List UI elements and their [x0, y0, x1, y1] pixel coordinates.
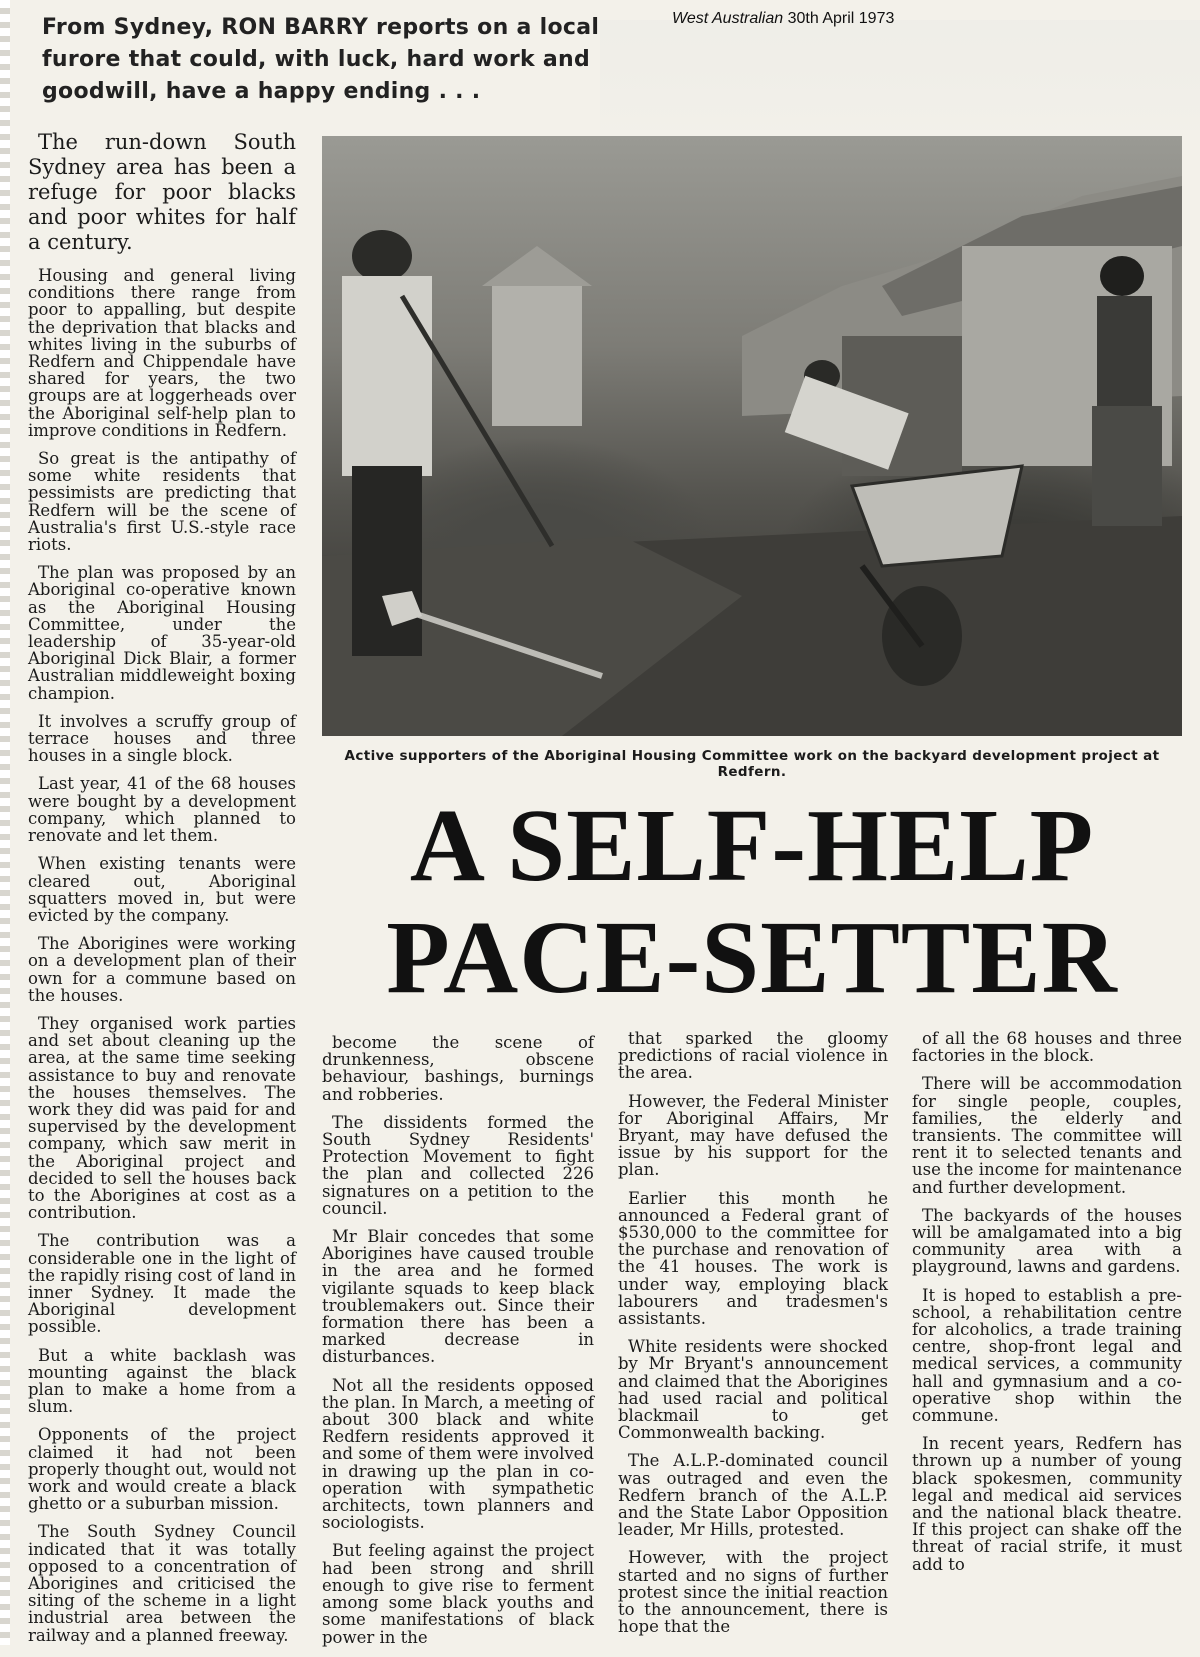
paragraph: The backyards of the houses will be amalgamated into a big community area with a playground, lawns and gardens. [912, 1205, 1182, 1277]
intro-standfirst: From Sydney, RON BARRY reports on a local furore that could, with luck, hard work and goodwill, have a happy ending . . . [42, 15, 600, 104]
paragraph: Not all the residents opposed the plan. In March, a meeting of about 300 black and white Redfern residents approved it and some of them were involved in drawing up the plan in co-operation with sympathetic architects, town planners and sociologists. [322, 1375, 594, 1533]
headline-line-1: A SELF-HELP [409, 788, 1095, 903]
photo-workers-backyard-icon [322, 136, 1182, 736]
article-column-1 [28, 130, 296, 1655]
paragraph: But a white backlash was mounting against the black plan to make a home from a slum. [28, 1345, 296, 1417]
paragraph: There will be accommodation for single people, couples, families, the elderly and transients. The committee will rent it to selected tenants and use the income for maintenance and further development. [912, 1074, 1182, 1197]
bleed-through-background [600, 20, 1200, 130]
paragraph: It is hoped to establish a pre-school, a rehabilitation centre for alcoholics, a trade training centre, shop-front legal and medical services, a community hall and gymnasium and a co-operative shop within the commune. [912, 1285, 1182, 1426]
paragraph: Earlier this month he announced a Federal grant of $530,000 to the committee for the purchase and renovation of the 41 houses. The work is under way, employing black labourers and tradesmen's assistants. [618, 1188, 888, 1329]
headline [322, 790, 1182, 1014]
source-publication: West Australian [672, 10, 784, 27]
torn-edge [0, 0, 10, 1645]
paragraph: The plan was proposed by an Aboriginal co-operative known as the Aboriginal Housing Committee, under the leadership of 35-year-old Aboriginal Dick Blair, a former Australian middleweight boxing champion. [28, 563, 296, 703]
paragraph: become the scene of drunkenness, obscene behaviour, bashings, burnings and robberies. [322, 1033, 594, 1104]
paragraph: The South Sydney Council indicated that it was totally opposed to a concentration of Aborigines and criticised the siting of the scheme in a light industrial area between the railway and a planned freeway. [28, 1522, 296, 1645]
article-column-2 [322, 1034, 594, 1657]
article-column-4 [912, 1030, 1182, 1584]
paragraph: of all the 68 houses and three factories in the block. [912, 1029, 1182, 1066]
paragraph: It involves a scruffy group of terrace houses and three houses in a single block. [28, 711, 296, 766]
article-photo [322, 136, 1182, 736]
paragraph: Mr Blair concedes that some Aborigines have caused trouble in the area and he formed vigilante squads to keep black troublemakers out. Since their formation there has been a marked decrease in disturbances. [322, 1227, 594, 1367]
paragraph: The Aborigines were working on a development plan of their own for a commune based on the houses. [28, 934, 296, 1005]
paragraph: Housing and general living conditions there range from poor to appalling, but despite the deprivation that blacks and whites living in the suburbs of Redfern and Chippendale have shared for years, the two groups are at loggerheads over the Aboriginal self-help plan to improve conditions in Redfern. [28, 266, 296, 440]
paragraph: that sparked the gloomy predictions of racial violence in the area. [618, 1029, 888, 1083]
paragraph: When existing tenants were cleared out, Aboriginal squatters moved in, but were evicted by the company. [28, 854, 296, 925]
article-column-3 [618, 1030, 888, 1647]
paragraph: But feeling against the project had been strong and shrill enough to give rise to ferment among some black youths and some manifestations of black power in the [322, 1541, 594, 1647]
paragraph: The dissidents formed the South Sydney Residents' Protection Movement to fight the plan and collected 226 signatures on a petition to the council. [322, 1112, 594, 1218]
headline-line-2: PACE-SETTER [386, 900, 1118, 1015]
paragraph: The contribution was a considerable one in the light of the rapidly rising cost of land in inner Sydney. It made the Aboriginal development possible. [28, 1231, 296, 1337]
paragraph: However, with the project started and no signs of further protest since the initial reaction to the announcement, there is hope that the [618, 1548, 888, 1637]
photo-caption: Active supporters of the Aboriginal Housing Committee work on the backyard development project at Redfern. [344, 748, 1160, 780]
paragraph: However, the Federal Minister for Aboriginal Affairs, Mr Bryant, may have defused the issue by his support for the plan. [618, 1091, 888, 1180]
source-date: 30th April 1973 [787, 10, 895, 27]
paragraph: Last year, 41 of the 68 houses were bought by a development company, which planned to renovate and let them. [28, 774, 296, 846]
paragraph: Opponents of the project claimed it had not been properly thought out, would not work and would create a black ghetto or a suburban mission. [28, 1425, 296, 1514]
paragraph: In recent years, Redfern has thrown up a number of young black spokesmen, community legal and medical aid services and the national black theatre. If this project can shake off the threat of racial strife, it must add to [912, 1434, 1182, 1574]
paragraph: They organised work parties and set about cleaning up the area, at the same time seeking assistance to buy and renovate the houses themselves. The work they did was paid for and supervised by the development company, which saw merit in the Aboriginal project and decided to sell the houses back to the Aborigines at cost as a contribution. [28, 1013, 296, 1223]
lead-paragraph: The run-down South Sydney area has been a refuge for poor blacks and poor whites for half a century. [28, 130, 296, 254]
source-note [672, 10, 894, 28]
paragraph: The A.L.P.-dominated council was outraged and even the Redfern branch of the A.L.P. and the State Labor Opposition leader, Mr Hills, protested. [618, 1451, 888, 1540]
paragraph: So great is the antipathy of some white residents that pessimists are predicting that Redfern will be the scene of Australia's first U.S.-style race riots. [28, 449, 296, 555]
paragraph: White residents were shocked by Mr Bryant's announcement and claimed that the Aborigines had used racial and political blackmail to get Commonwealth backing. [618, 1337, 888, 1443]
